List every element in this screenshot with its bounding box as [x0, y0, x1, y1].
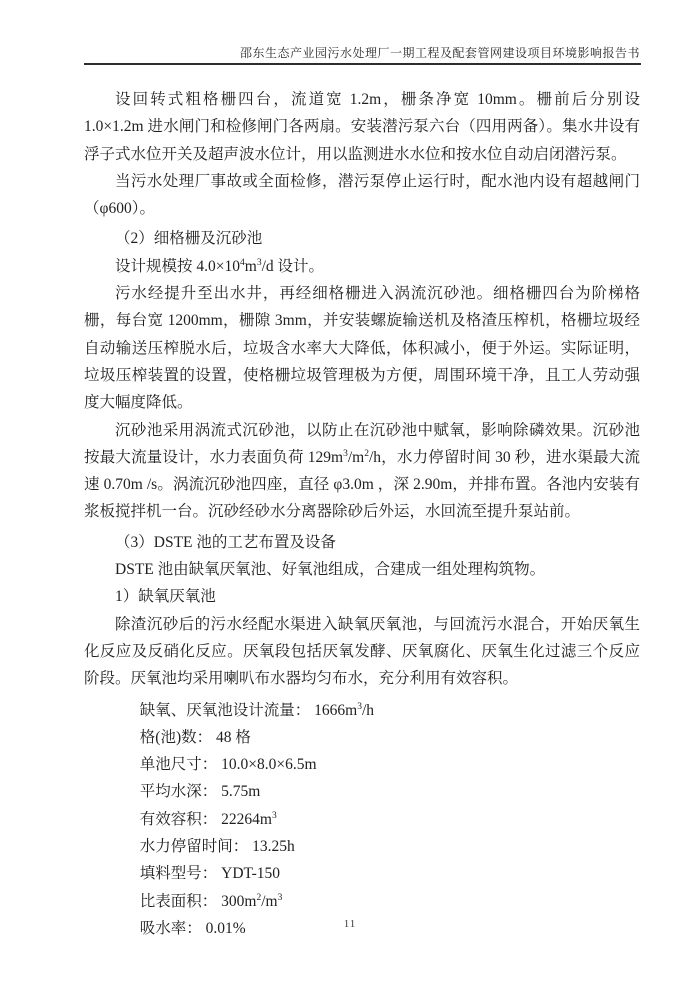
- para-coarse-screen: [84, 86, 640, 168]
- spec-specific-surface-area: [84, 888, 640, 915]
- text-run: 设计规模按 4.0×10: [115, 257, 240, 275]
- text-run: 吸水率： 0.01%: [139, 919, 246, 937]
- superscript-text: 3: [277, 892, 283, 903]
- text-run: 当污水处理厂事故或全面检修，潜污泵停止运行时，配水池内设有超越闸门（φ600）。: [84, 172, 640, 218]
- spec-filler-model: [84, 860, 640, 887]
- spec-hydraulic-retention-time: [84, 833, 640, 860]
- para-dste-composition: [84, 556, 640, 583]
- spec-cell-size: [84, 751, 640, 778]
- para-anoxic-process: [84, 611, 640, 693]
- subheading-anoxic-anaerobic-pool: [84, 583, 640, 610]
- text-run: /m: [347, 448, 365, 466]
- text-run: 除渣沉砂后的污水经配水渠进入缺氧厌氧池，与回流污水混合，开始厌氧生化反应及反硝化反应。厌氧段包括厌氧发酵、厌氧腐化、厌氧生化过滤三个反应阶段。厌氧池均采用喇叭布水器均匀布水，充分利用有效容积。: [84, 615, 640, 688]
- superscript-text: 3: [343, 448, 348, 459]
- superscript-text: 3: [271, 810, 277, 821]
- text-run: 比表面积： 300m: [139, 892, 257, 910]
- page-number: 11: [343, 918, 357, 930]
- text-run: /d 设计。: [261, 257, 324, 275]
- superscript-text: 2: [364, 448, 369, 459]
- text-run: 水力停留时间： 13.25h: [139, 838, 295, 856]
- spec-cell-count: [84, 724, 640, 751]
- para-bypass-gate: [84, 168, 640, 223]
- text-run: 1）缺氧厌氧池: [115, 588, 216, 606]
- text-run: /h: [361, 701, 375, 719]
- para-fine-screen-detail: [84, 280, 640, 416]
- text-run: 缺氧、厌氧池设计流量： 1666m: [139, 701, 358, 719]
- text-run: /m: [261, 892, 278, 910]
- heading-fine-screen-grit-chamber: [84, 225, 640, 252]
- text-run: DSTE 池由缺氧厌氧池、好氧池组成，合建成一组处理构筑物。: [115, 561, 546, 579]
- superscript-text: 3: [357, 701, 362, 712]
- text-run: 设回转式粗格栅四台，流道宽 1.2m，栅条净宽 10mm。栅前后分别设 1.0×1.2m 进水闸门和检修闸门各两扇。安装潜污泵六台（四用两备）。集水井设有浮子式水位开关及超声波水位计，用以监测进水水位和按水位自动启闭潜污泵。: [84, 91, 640, 163]
- para-grit-chamber-detail: [84, 417, 640, 526]
- text-run: 单池尺寸： 10.0×8.0×6.5m: [139, 756, 317, 774]
- superscript-text: 2: [256, 892, 262, 903]
- text-run: 平均水深： 5.75m: [139, 783, 261, 801]
- para-design-scale: [84, 253, 640, 280]
- text-run: 格(池)数： 48 格: [139, 728, 251, 746]
- heading-dste-pool: [84, 529, 640, 556]
- text-run: 填料型号： YDT-150: [139, 865, 281, 883]
- text-run: 有效容积： 22264m: [139, 810, 272, 828]
- header-rule: [84, 63, 641, 65]
- text-run: （2）细格栅及沉砂池: [115, 230, 263, 248]
- text-run: /h，水力停留时间 30 秒，进水渠最大流速 0.70m /s。涡流沉砂池四座，直径 φ3.0m ，深 2.90m，并排布置。各池内安装有浆板搅拌机一台。沉砂经砂水分离器除砂后外运，水回流至提升泵站前。: [84, 448, 640, 521]
- text-run: m: [244, 257, 257, 275]
- superscript-text: 3: [256, 257, 262, 268]
- superscript-text: 4: [240, 257, 245, 268]
- page-header-title: 邵东生态产业园污水处理厂一期工程及配套管网建设项目环境影响报告书: [239, 46, 640, 60]
- spec-effective-volume: [84, 806, 640, 833]
- spec-design-flow: [84, 697, 640, 724]
- text-run: 沉砂池采用涡流式沉砂池，以防止在沉砂池中赋氧，影响除磷效果。沉砂池按最大流量设计，水力表面负荷 129m: [84, 421, 640, 466]
- text-run: 污水经提升至出水井，再经细格栅进入涡流沉砂池。细格栅四台为阶梯格栅，每台宽 1200mm，栅隙 3mm，并安装螺旋输送机及格渣压榨机，格栅垃圾经自动输送压榨脱水后，垃圾含水率大大降低，体积减小，便于外运。实际证明，垃圾压榨装置的设置，使格栅垃圾管理极为方便，周围环境干净，且工人劳动强度大幅度降低。: [84, 285, 640, 412]
- text-run: （3）DSTE 池的工艺布置及设备: [115, 533, 336, 551]
- document-body: [84, 86, 640, 942]
- spec-average-depth: [84, 778, 640, 805]
